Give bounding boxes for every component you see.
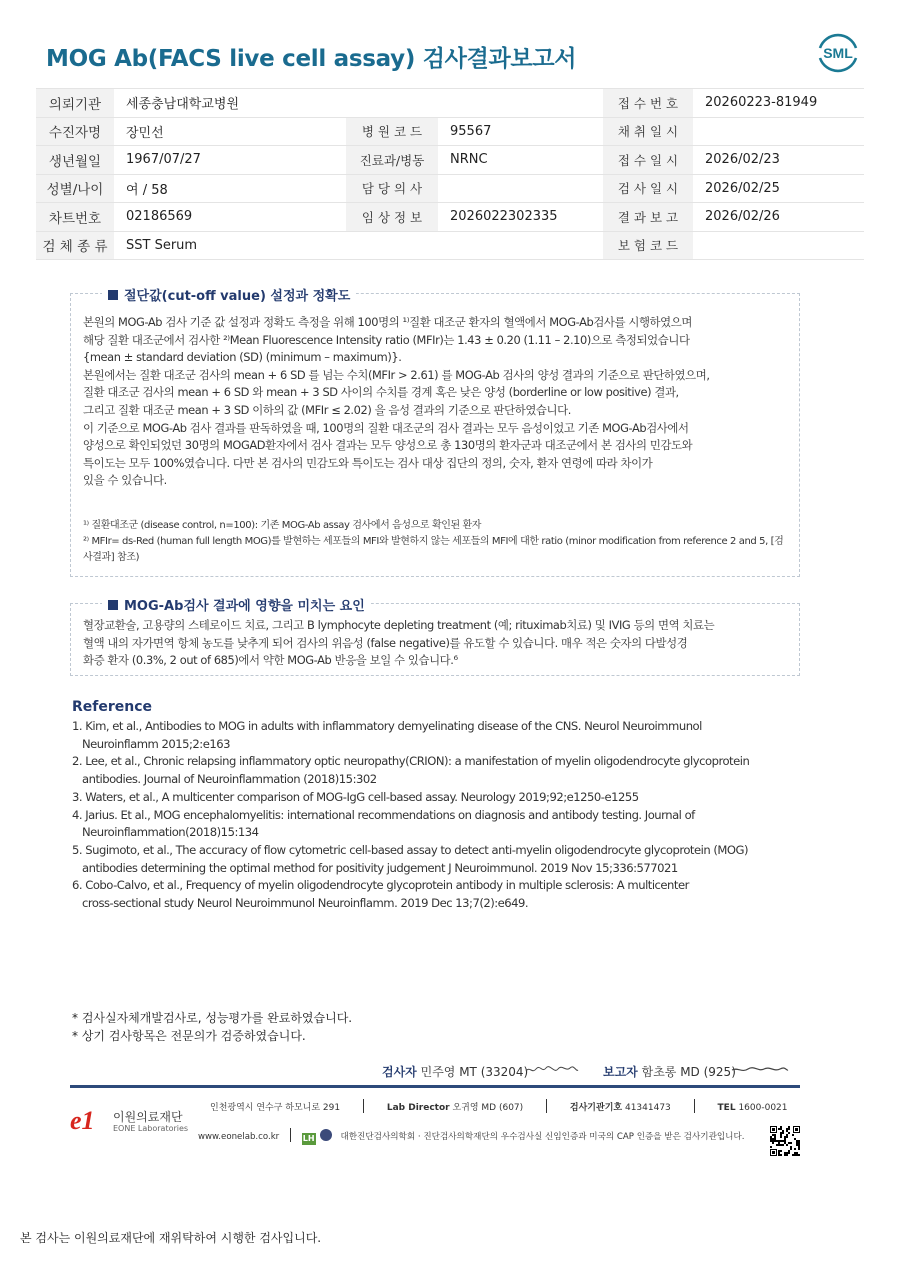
info-value: 2026/02/23: [693, 146, 864, 175]
footer-address: 인천광역시 연수구 하모니로 291: [210, 1103, 341, 1113]
paragraph-line: 혈액 내의 자가면역 항체 농도를 낮추게 되어 검사의 위음성 (false negative)를 유도할 수 있습니다. 매우 적은 숫자의 다발성경: [83, 635, 688, 650]
patient-info-table: [36, 88, 864, 260]
info-value: 95567: [438, 117, 603, 146]
tester-signature-scribble-icon: [524, 1064, 580, 1076]
sml-logo: [814, 28, 862, 76]
paragraph-line: 화증 환자 (0.3%, 2 out of 685)에서 약한 MOG-Ab 반응을 보일 수 있습니다.⁶: [83, 653, 458, 668]
info-label: 접 수 일 시: [603, 146, 693, 175]
reference-title: Reference: [72, 699, 153, 715]
paragraph-line: 본원에서는 질환 대조군 검사의 mean + 6 SD 를 넘는 수치(MFIr > 2.61) 를 MOG-Ab 검사의 양성 결과의 기준으로 판단하였으며,: [83, 367, 710, 382]
info-label: 결 과 보 고: [603, 203, 693, 232]
square-bullet-icon: [108, 600, 118, 610]
qr-code-icon: [770, 1126, 800, 1156]
info-label: 임 상 정 보: [346, 203, 438, 232]
reporter-signature-scribble-icon: [730, 1064, 790, 1076]
info-label: 진료과/병동: [346, 146, 438, 175]
reference-list: [72, 718, 749, 913]
info-value: [438, 89, 603, 118]
square-bullet-icon: [108, 290, 118, 300]
footnote-line: 사결과] 참조): [83, 552, 140, 563]
reporter-name: 함초롱 MD (925): [641, 1065, 736, 1079]
reference-item: 3. Waters, et al., A multicenter comparison of MOG-IgG cell-based assay. Neurology 2019;92;e1250-e1255: [72, 789, 639, 804]
bottom-note: 본 검사는 이원의료재단에 재위탁하여 시행한 검사입니다.: [20, 1231, 322, 1245]
info-value: 2026/02/26: [693, 203, 864, 232]
info-value: SST Serum: [114, 231, 346, 260]
tester-label: 검사자: [382, 1065, 417, 1079]
info-label: 성별/나이: [36, 174, 114, 203]
reporter-signature: [603, 1063, 736, 1080]
footer-cert-row: [198, 1128, 745, 1145]
eone-org-name: 이원의료재단: [113, 1110, 183, 1124]
cutoff-section-heading: [102, 285, 356, 304]
info-label: 의뢰기관: [36, 89, 114, 118]
eone-logo-icon: [70, 1105, 110, 1133]
note-line: * 검사실자체개발검사로, 성능평가를 완료하였습니다.: [72, 1011, 353, 1025]
factors-paragraph: [83, 617, 714, 670]
paragraph-line: 질환 대조군 검사의 mean + 6 SD 와 mean + 3 SD 사이의 수치를 경계 혹은 낮은 양성 (borderline or low positive) 결과,: [83, 385, 679, 400]
reference-item: 4. Jarius. Et al., MOG encephalomyelitis: international recommendations on diagnosis and antibody testing. Journal of: [72, 807, 695, 822]
info-label: 검 사 일 시: [603, 174, 693, 203]
tester-name: 민주영 MT (33204): [420, 1065, 529, 1079]
verification-notes: [72, 1009, 352, 1045]
footer-separator: [290, 1128, 291, 1142]
reference-item: antibodies determining the optimal method for positivity judgement J Neuroimmunol. 2019 Nov 15;336:577021: [82, 860, 678, 875]
footnote-line: ¹⁾ 질환대조군 (disease control, n=100): 기존 MOG-Ab assay 검사에서 음성으로 확인된 환자: [83, 520, 482, 531]
paragraph-line: 특이도는 모두 100%였습니다. 다만 본 검사의 민감도와 특이도는 검사 대상 집단의 정의, 숫자, 환자 연령에 따라 차이가: [83, 455, 653, 470]
info-label: [346, 89, 438, 118]
tester-signature: [382, 1063, 528, 1080]
footer-separator: [363, 1099, 364, 1113]
note-line: * 상기 검사항목은 전문의가 검증하였습니다.: [72, 1029, 306, 1043]
info-label: 담 당 의 사: [346, 174, 438, 203]
info-value: [438, 231, 603, 260]
reference-item: 2. Lee, et al., Chronic relapsing inflammatory optic neuropathy(CRION): a manifestation of myelin oligodendrocyte glycoprotein: [72, 754, 750, 769]
lab-director-name: 오귀영 MD (607): [452, 1103, 524, 1113]
cutoff-paragraph: [83, 314, 710, 490]
paragraph-line: 본원의 MOG-Ab 검사 기준 값 설정과 정확도 측정을 위해 100명의 ¹⁾질환 대조군 환자의 혈액에서 MOG-Ab검사를 시행하였으며: [83, 315, 692, 329]
paragraph-line: 혈장교환술, 고용량의 스테로이드 치료, 그리고 B lymphocyte depleting treatment (예; rituximab치료) 및 IVIG 등의 면역 치료는: [83, 618, 715, 632]
paragraph-line: 있을 수 있습니다.: [83, 473, 167, 488]
info-label: 병 원 코 드: [346, 117, 438, 146]
reference-item: antibodies. Journal of Neuroinflammation (2018)15:302: [82, 772, 377, 787]
factors-heading-text: MOG-Ab검사 결과에 영향을 미치는 요인: [124, 599, 365, 614]
info-label: 접 수 번 호: [603, 89, 693, 118]
info-row: [36, 174, 864, 203]
info-value: 2026022302335: [438, 203, 603, 232]
info-label: 채 취 일 시: [603, 117, 693, 146]
sml-logo-text: SML: [823, 45, 853, 61]
info-row: [36, 146, 864, 175]
info-value: 20260223-81949: [693, 89, 864, 118]
info-label: 수진자명: [36, 117, 114, 146]
factors-section-heading: [102, 595, 371, 614]
eone-org-sub: EONE Laboratories: [113, 1124, 189, 1133]
info-value: 2026/02/25: [693, 174, 864, 203]
footnote-line: ²⁾ MFIr= ds-Red (human full length MOG)를 발현하는 세포들의 MFI와 발현하지 않는 세포들의 MFI에 대한 ratio (minor modification from reference 2 and 5, [검: [83, 536, 784, 547]
lab-accreditation-badge: LH: [302, 1134, 315, 1143]
info-row: [36, 203, 864, 232]
info-value: [693, 117, 864, 146]
footer-tel: [718, 1103, 788, 1113]
footer-info-row: [210, 1099, 788, 1113]
paragraph-line: 이 기준으로 MOG-Ab 검사 결과를 판독하였을 때, 100명의 질환 대조군의 검사 결과는 모두 음성이었고 기존 MOG-Ab검사에서: [83, 420, 689, 435]
reference-item: Neuroinflammation(2018)15:134: [82, 825, 259, 840]
paragraph-line: 해당 질환 대조군에서 검사한 ²⁾Mean Fluorescence Intensity ratio (MFIr)는 1.43 ± 0.20 (1.11 – 2.10)으로 측정되었습니다: [83, 332, 690, 347]
tel-number: 1600-0021: [738, 1103, 788, 1113]
info-value: [693, 231, 864, 260]
footer-lab-director: [387, 1100, 523, 1113]
info-label: 차트번호: [36, 203, 114, 232]
info-value: [438, 174, 603, 203]
reference-item: 5. Sugimoto, et al., The accuracy of flow cytometric cell-based assay to detect anti-myelin oligodendrocyte glycoprotein (MOG): [72, 842, 749, 857]
footer-institution: [570, 1100, 671, 1113]
paragraph-line: 양성으로 확인되었던 30명의 MOGAD환자에서 검사 결과는 모두 양성으로 총 130명의 환자군과 대조군에서 본 검사의 민감도와: [83, 438, 693, 453]
reference-item: 1. Kim, et al., Antibodies to MOG in adults with inflammatory demyelinating disease of the CNS. Neurol Neuroimmunol: [72, 719, 702, 733]
info-value: NRNC: [438, 146, 603, 175]
info-value: 여 / 58: [114, 174, 346, 203]
info-row: [36, 231, 864, 260]
paragraph-line: 그리고 질환 대조군 mean + 3 SD 이하의 값 (MFIr ≤ 2.02) 을 음성 결과의 기준으로 판단하였습니다.: [83, 402, 571, 417]
footer-certification: 대한진단검사의학회 · 진단검사의학재단의 우수검사실 신임인증과 미국의 CAP 인증을 받은 검사기관입니다.: [340, 1132, 745, 1142]
institution-code: 41341473: [624, 1103, 671, 1113]
footer-separator: [546, 1099, 547, 1113]
info-label: 생년월일: [36, 146, 114, 175]
cutoff-footnotes: [83, 518, 783, 566]
tel-label: TEL: [717, 1103, 736, 1113]
info-value: 1967/07/27: [114, 146, 346, 175]
cap-seal-icon: [320, 1129, 332, 1141]
info-value: 세종충남대학교병원: [114, 89, 346, 118]
lab-director-label: Lab Director: [386, 1103, 450, 1113]
info-label: 보 험 코 드: [603, 231, 693, 260]
footer-divider: [70, 1085, 800, 1088]
info-value: 02186569: [114, 203, 346, 232]
reference-item: Neuroinflamm 2015;2:e163: [82, 736, 230, 751]
reference-item: 6. Cobo-Calvo, et al., Frequency of myelin oligodendrocyte glycoprotein antibody in multiple sclerosis: A multicenter: [72, 878, 689, 893]
report-title: MOG Ab(FACS live cell assay) 검사결과보고서: [46, 46, 577, 72]
info-label: [346, 231, 438, 260]
info-label: 검 체 종 류: [36, 231, 114, 260]
info-row: [36, 117, 864, 146]
footer-separator: [694, 1099, 695, 1113]
reporter-label: 보고자: [603, 1065, 638, 1079]
info-value: 장민선: [114, 117, 346, 146]
reference-item: cross-sectional study Neurol Neuroimmunol Neuroinflamm. 2019 Dec 13;7(2):e649.: [82, 896, 529, 911]
info-row: [36, 89, 864, 118]
paragraph-line: {mean ± standard deviation (SD) (minimum – maximum)}.: [83, 350, 402, 365]
footer-website[interactable]: www.eonelab.co.kr: [198, 1132, 280, 1142]
eone-logo-mark: e1: [70, 1106, 95, 1133]
institution-label: 검사기관기호: [569, 1103, 623, 1113]
cutoff-heading-text: 절단값(cut-off value) 설정과 정확도: [124, 289, 351, 304]
